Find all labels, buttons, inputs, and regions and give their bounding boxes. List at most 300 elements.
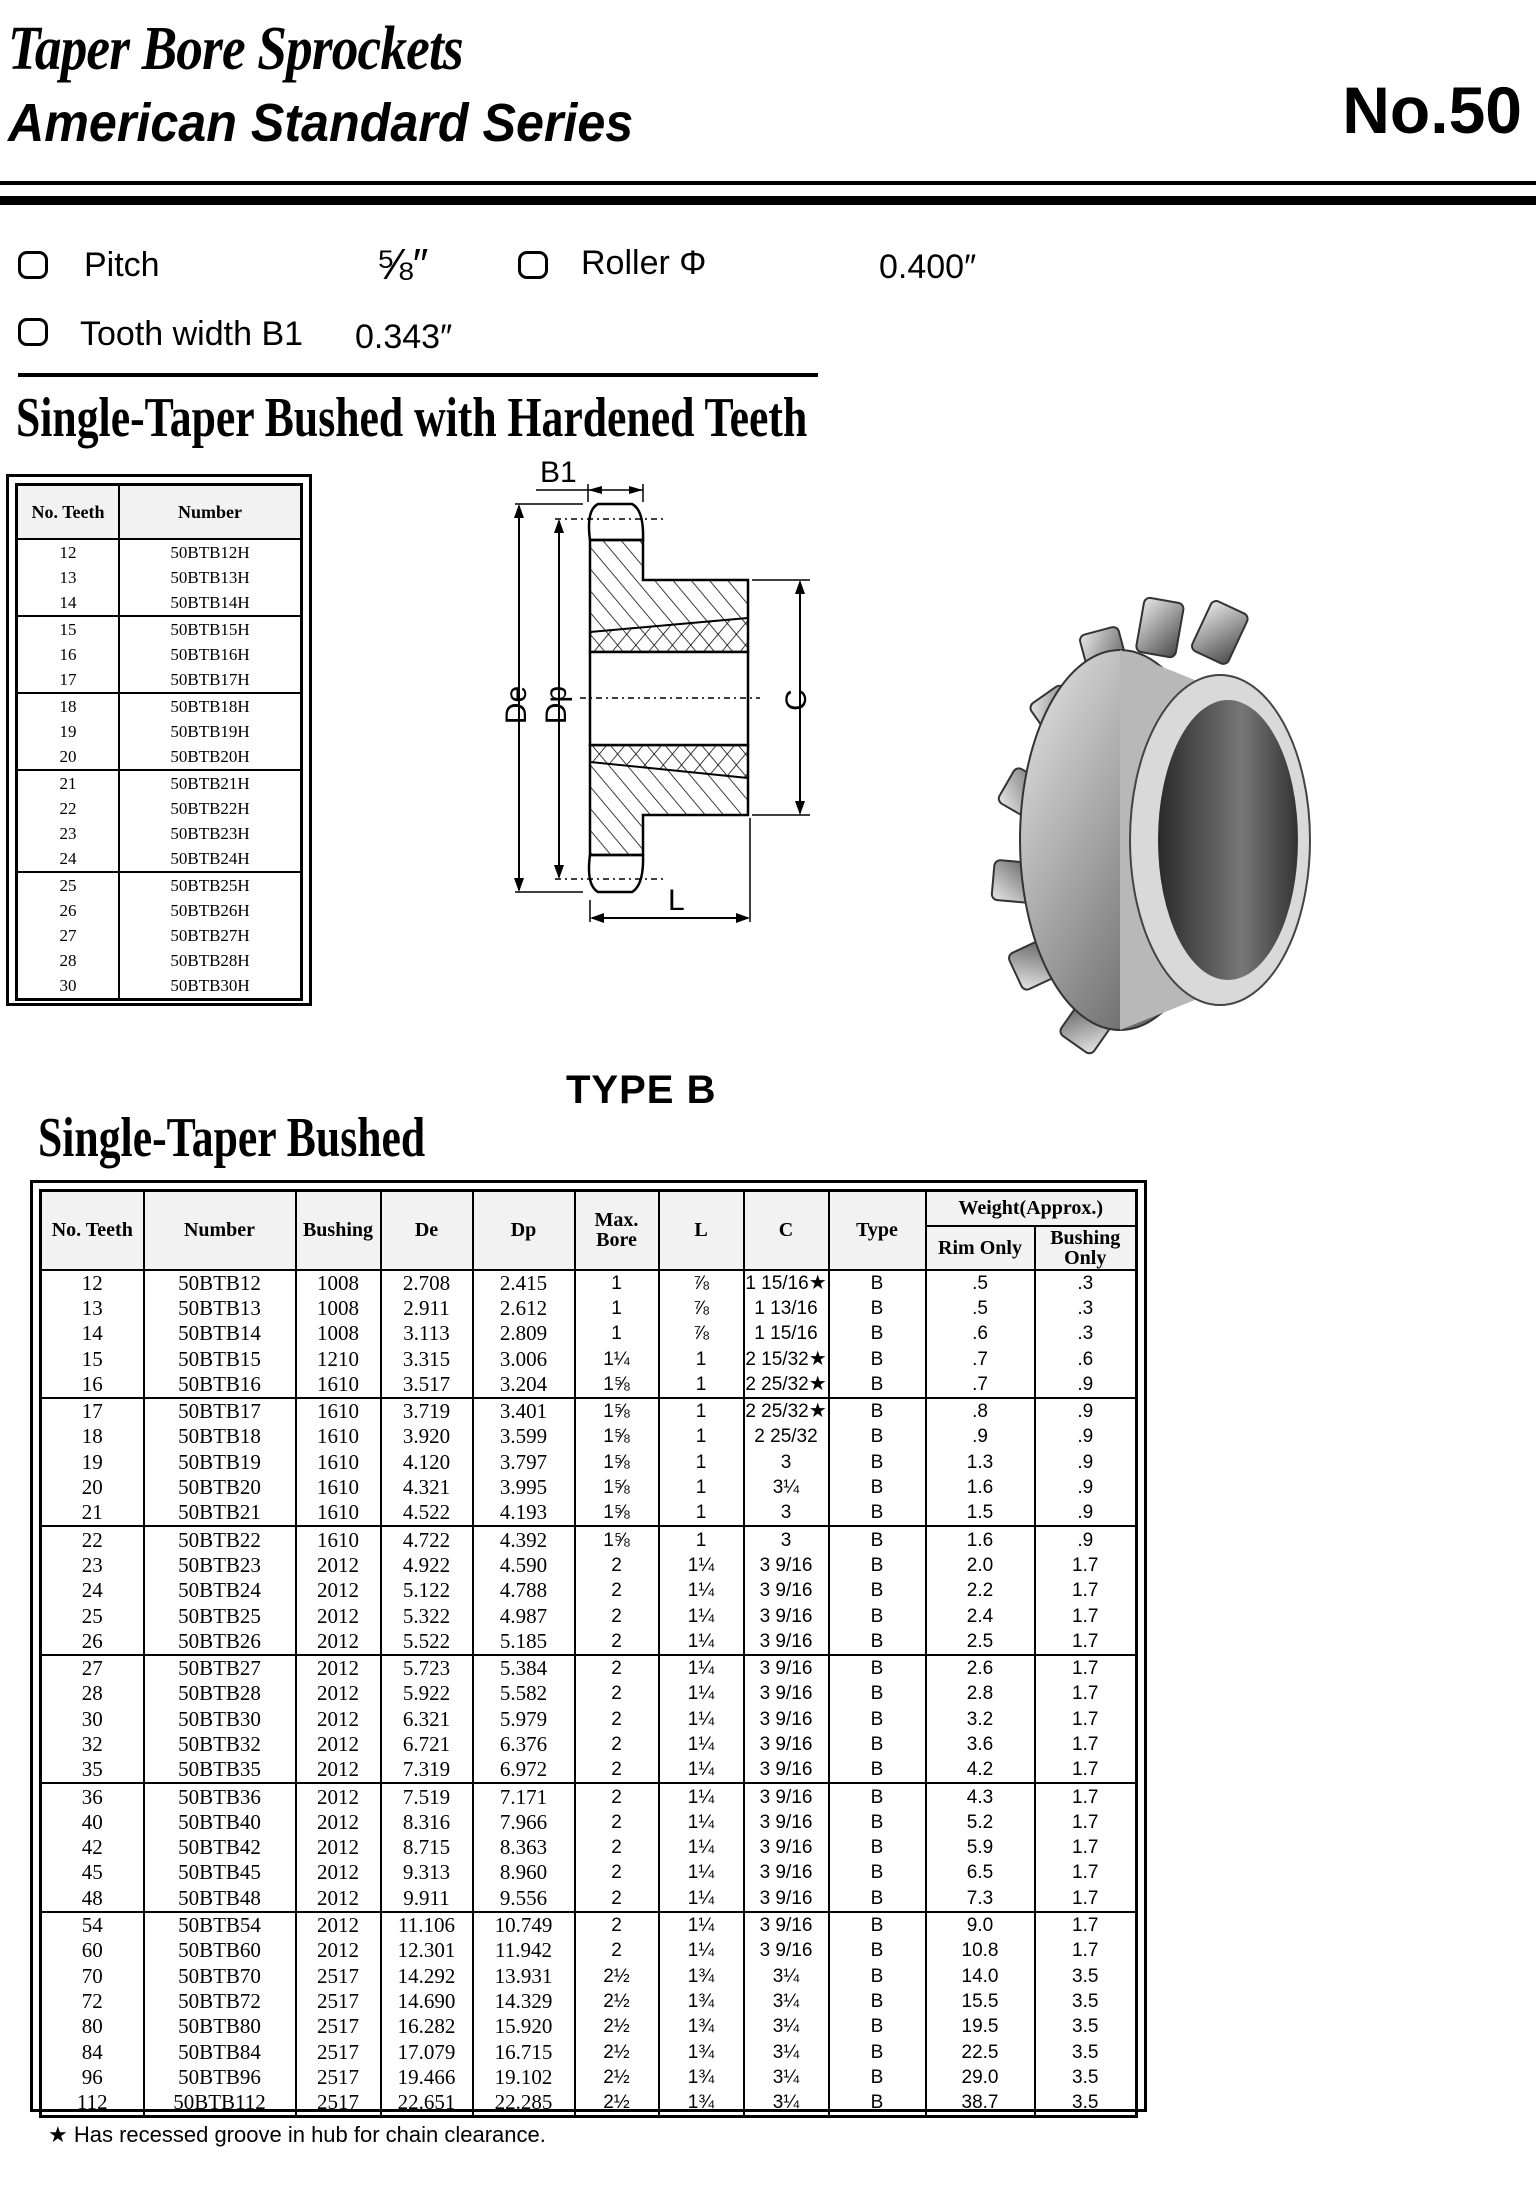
recessed-groove-star-icon: ★ [808,1400,827,1423]
cell-number: 50BTB14H [119,590,301,616]
c-value: 3 9/16 [759,1630,813,1652]
cell-l: 1¼ [659,1553,744,1578]
cell-rim-only: 4.2 [926,1757,1035,1783]
cell-max-bore: 2½ [575,2065,659,2090]
cell-l: 1¼ [659,1707,744,1732]
cell-max-bore: 2 [575,1938,659,1963]
cell-de: 4.922 [381,1553,473,1578]
cell-bushing-only: 1.7 [1035,1578,1137,1603]
cell-rim-only: 29.0 [926,2065,1035,2090]
cell-bushing-only: .9 [1035,1450,1137,1475]
cell-max-bore: 2 [575,1681,659,1706]
cell-c [744,1270,829,1296]
cell-bushing: 2012 [296,1757,381,1783]
cell-number: 50BTB36 [144,1783,296,1809]
cell-l: 1 [659,1424,744,1449]
cell-de: 9.911 [381,1886,473,1912]
cell-number: 50BTB16 [144,1372,296,1398]
cell-rim-only: 10.8 [926,1938,1035,1963]
cell-bushing: 2012 [296,1707,381,1732]
table-row [41,1681,1137,1706]
cell-number: 50BTB20 [144,1475,296,1500]
cell-bushing: 2012 [296,1655,381,1681]
cell-bushing-only: 1.7 [1035,1707,1137,1732]
cell-l: ⅞ [659,1296,744,1321]
cell-number: 50BTB72 [144,1989,296,2014]
cell-bushing-only: .3 [1035,1321,1137,1346]
bullet-icon [518,251,548,279]
cell-type: B [829,1270,926,1296]
cell-bushing: 2012 [296,1553,381,1578]
c-value: 3¼ [772,2041,800,2063]
cell-l: 1¾ [659,1989,744,2014]
cell-c [744,1603,829,1628]
cell-no-teeth: 48 [41,1886,144,1912]
bushed-section-title: Single-Taper Bushed [38,1107,426,1169]
cell-max-bore: 2 [575,1886,659,1912]
cell-bushing-only: 3.5 [1035,2014,1137,2039]
cell-dp: 2.809 [473,1321,575,1346]
cell-dp: 7.966 [473,1810,575,1835]
cell-number: 50BTB25H [119,872,301,898]
cell-type: B [829,1321,926,1346]
cell-bushing-only: .3 [1035,1296,1137,1321]
cell-number: 50BTB35 [144,1757,296,1783]
cell-c [744,2065,829,2090]
cell-rim-only: 14.0 [926,1964,1035,1989]
cell-de: 2.708 [381,1270,473,1296]
footnote-recessed-groove: ★ Has recessed groove in hub for chain clearance. [48,2122,546,2147]
table-row [41,1424,1137,1449]
cell-number: 50BTB13 [144,1296,296,1321]
table-row [17,948,302,973]
cell-bushing-only: 1.7 [1035,1886,1137,1912]
cell-de: 7.319 [381,1757,473,1783]
cell-max-bore: 2 [575,1655,659,1681]
cell-bushing: 2012 [296,1578,381,1603]
cell-rim-only: 2.5 [926,1629,1035,1655]
cell-no-teeth: 23 [17,821,120,846]
cell-de: 3.315 [381,1346,473,1371]
cell-l: 1¼ [659,1629,744,1655]
c-value: 3¼ [772,2066,800,2088]
cell-max-bore: 1 [575,1321,659,1346]
cell-no-teeth: 15 [41,1346,144,1371]
cell-l: 1 [659,1526,744,1552]
cell-c [744,1346,829,1371]
cell-no-teeth: 15 [17,616,120,642]
table-row [41,2090,1137,2117]
cell-dp: 3.204 [473,1372,575,1398]
cell-number: 50BTB13H [119,565,301,590]
table-row [41,1270,1137,1296]
cell-no-teeth: 23 [41,1553,144,1578]
cell-type: B [829,1450,926,1475]
cell-no-teeth: 18 [17,693,120,719]
bushed-table-frame [30,1180,1147,2115]
cell-no-teeth: 24 [17,846,120,872]
cell-l: 1 [659,1398,744,1424]
table-row [41,1296,1137,1321]
cell-de: 17.079 [381,2039,473,2064]
c-value: 3 [780,1502,792,1524]
cell-bushing-only: .9 [1035,1398,1137,1424]
cell-no-teeth: 17 [17,667,120,693]
cell-number: 50BTB112 [144,2090,296,2117]
cell-c [744,1860,829,1885]
cell-max-bore: 2 [575,1707,659,1732]
cell-bushing: 2517 [296,2039,381,2064]
cell-rim-only: .5 [926,1296,1035,1321]
cell-c [744,1810,829,1835]
cell-rim-only: 2.2 [926,1578,1035,1603]
cell-l: 1¾ [659,1964,744,1989]
cell-c [744,1989,829,2014]
cell-number: 50BTB12 [144,1270,296,1296]
cell-dp: 5.384 [473,1655,575,1681]
header-divider-thick [0,196,1536,205]
c-dimension-label: C [780,689,813,711]
cell-dp: 3.797 [473,1450,575,1475]
table-row [41,1732,1137,1757]
cell-max-bore: 2 [575,1810,659,1835]
cell-de: 5.522 [381,1629,473,1655]
c-value: 3¼ [772,2016,800,2038]
cell-bushing-only: 3.5 [1035,2090,1137,2117]
cell-bushing: 2012 [296,1912,381,1938]
cell-bushing: 2012 [296,1603,381,1628]
cell-dp: 5.185 [473,1629,575,1655]
cell-number: 50BTB21H [119,770,301,796]
c-value: 3 9/16 [759,1811,813,1833]
cell-type: B [829,1629,926,1655]
cell-number: 50BTB42 [144,1835,296,1860]
pitch-label: Pitch [84,246,160,284]
cell-rim-only: .5 [926,1270,1035,1296]
cell-max-bore: 2 [575,1783,659,1809]
cell-number: 50BTB70 [144,1964,296,1989]
cell-number: 50BTB24H [119,846,301,872]
cell-l: 1¼ [659,1603,744,1628]
cell-no-teeth: 27 [41,1655,144,1681]
cell-number: 50BTB45 [144,1860,296,1885]
cell-c [744,1372,829,1398]
cell-no-teeth: 18 [41,1424,144,1449]
catalog-title: Taper Bore Sprockets [8,15,463,83]
cell-type: B [829,1500,926,1526]
cell-bushing: 1610 [296,1398,381,1424]
cell-bushing-only: 3.5 [1035,2039,1137,2064]
table-row [17,923,302,948]
cell-l: ⅞ [659,1270,744,1296]
cell-l: 1¼ [659,1578,744,1603]
cell-max-bore: 2½ [575,1989,659,2014]
table-row [17,898,302,923]
cell-c [744,1732,829,1757]
cell-bushing-only: 3.5 [1035,1964,1137,1989]
recessed-groove-star-icon: ★ [808,1372,827,1395]
cell-rim-only: 2.6 [926,1655,1035,1681]
cell-dp: 3.401 [473,1398,575,1424]
c-value: 3 9/16 [759,1786,813,1808]
cell-l: 1¾ [659,2014,744,2039]
cell-no-teeth: 26 [41,1629,144,1655]
cell-l: 1 [659,1372,744,1398]
cell-bushing: 1610 [296,1475,381,1500]
series-number: No.50 [1342,73,1522,147]
cell-de: 3.719 [381,1398,473,1424]
cell-no-teeth: 112 [41,2090,144,2117]
c-value: 1 15/16 [754,1323,818,1345]
cell-bushing: 2517 [296,1964,381,1989]
roller-value: 0.400″ [879,248,977,286]
cell-rim-only: 6.5 [926,1860,1035,1885]
cell-number: 50BTB20H [119,744,301,770]
cell-bushing: 2012 [296,1732,381,1757]
c-value: 3 9/16 [759,1862,813,1884]
cell-number: 50BTB23H [119,821,301,846]
table-row [41,2039,1137,2064]
cell-number: 50BTB22H [119,796,301,821]
cell-bushing-only: 1.7 [1035,1783,1137,1809]
c-value: 3 9/16 [759,1683,813,1705]
c-value: 3 9/16 [759,1708,813,1730]
cell-type: B [829,1578,926,1603]
cell-no-teeth: 45 [41,1860,144,1885]
cell-no-teeth: 84 [41,2039,144,2064]
cell-bushing-only: 1.7 [1035,1732,1137,1757]
cell-max-bore: 2 [575,1732,659,1757]
cell-de: 11.106 [381,1912,473,1938]
table-row [17,539,302,565]
cell-number: 50BTB26 [144,1629,296,1655]
cell-dp: 11.942 [473,1938,575,1963]
table-row [17,821,302,846]
cell-de: 2.911 [381,1296,473,1321]
cell-rim-only: 22.5 [926,2039,1035,2064]
c-value: 3 9/16 [759,1658,813,1680]
cell-number: 50BTB48 [144,1886,296,1912]
c-value: 3 9/16 [759,1605,813,1627]
cell-rim-only: .7 [926,1346,1035,1371]
recessed-groove-star-icon: ★ [808,1347,827,1370]
cell-rim-only: 9.0 [926,1912,1035,1938]
cell-c [744,1757,829,1783]
cell-number: 50BTB22 [144,1526,296,1552]
table-row [41,1810,1137,1835]
cell-bushing: 2517 [296,2014,381,2039]
cell-no-teeth: 70 [41,1964,144,1989]
cell-no-teeth: 21 [41,1500,144,1526]
cell-type: B [829,1346,926,1371]
cell-de: 3.920 [381,1424,473,1449]
cell-de: 16.282 [381,2014,473,2039]
cell-bushing: 2012 [296,1886,381,1912]
cell-max-bore: 1⅝ [575,1526,659,1552]
cell-max-bore: 2 [575,1578,659,1603]
cell-de: 14.690 [381,1989,473,2014]
cell-l: 1 [659,1450,744,1475]
cell-number: 50BTB28 [144,1681,296,1706]
table-row [41,2065,1137,2090]
cell-c [744,1964,829,1989]
cell-bushing: 2517 [296,2065,381,2090]
cell-number: 50BTB21 [144,1500,296,1526]
cell-type: B [829,1475,926,1500]
cell-number: 50BTB27 [144,1655,296,1681]
tooth-width-value: 0.343″ [355,318,453,356]
c-value: 3 9/16 [759,1887,813,1909]
cell-no-teeth: 25 [41,1603,144,1628]
cell-dp: 3.599 [473,1424,575,1449]
cell-l: 1¼ [659,1835,744,1860]
cell-bushing-only: 1.7 [1035,1655,1137,1681]
cell-rim-only: 1.5 [926,1500,1035,1526]
cell-de: 3.113 [381,1321,473,1346]
table-row [17,973,302,1000]
col-weight-group: Weight(Approx.) [926,1191,1137,1226]
cell-bushing-only: 1.7 [1035,1912,1137,1938]
cell-type: B [829,1526,926,1552]
cell-type: B [829,2014,926,2039]
cell-max-bore: 1¼ [575,1346,659,1371]
cell-dp: 10.749 [473,1912,575,1938]
table-row [41,1783,1137,1809]
cell-type: B [829,1886,926,1912]
cell-no-teeth: 19 [17,719,120,744]
cell-type: B [829,1810,926,1835]
table-row [41,1450,1137,1475]
c-value: 3 9/16 [759,1940,813,1962]
cell-type: B [829,1681,926,1706]
cell-no-teeth: 26 [17,898,120,923]
cell-de: 7.519 [381,1783,473,1809]
c-value: 3¼ [772,2092,800,2114]
table-row [41,1835,1137,1860]
cell-type: B [829,1655,926,1681]
table-row [17,744,302,770]
cell-dp: 2.612 [473,1296,575,1321]
table-row [41,1578,1137,1603]
cell-dp: 6.376 [473,1732,575,1757]
table-row [41,1964,1137,1989]
cell-no-teeth: 22 [41,1526,144,1552]
col-l: L [659,1191,744,1270]
cell-no-teeth: 42 [41,1835,144,1860]
cell-bushing: 2012 [296,1938,381,1963]
cell-no-teeth: 25 [17,872,120,898]
cell-bushing: 2012 [296,1783,381,1809]
cell-number: 50BTB18H [119,693,301,719]
col-no-teeth: No. Teeth [41,1191,144,1270]
cell-no-teeth: 17 [41,1398,144,1424]
c-value: 2 25/32 [745,1401,809,1423]
diagram-caption: TYPE B [566,1068,717,1112]
tooth-width-label: Tooth width B1 [80,315,304,353]
cell-l: 1¼ [659,1732,744,1757]
c-value: 1 13/16 [754,1297,818,1319]
cell-de: 5.922 [381,1681,473,1706]
cell-de: 6.721 [381,1732,473,1757]
cell-c [744,1296,829,1321]
cell-de: 9.313 [381,1860,473,1885]
cell-c [744,1500,829,1526]
cell-type: B [829,1603,926,1628]
cell-bushing-only: .3 [1035,1270,1137,1296]
cell-de: 5.322 [381,1603,473,1628]
cell-de: 6.321 [381,1707,473,1732]
cell-type: B [829,1860,926,1885]
cell-type: B [829,1398,926,1424]
c-value: 2 15/32 [745,1348,809,1370]
col-max-bore: Max. Bore [575,1191,659,1270]
cell-c [744,1475,829,1500]
cell-max-bore: 2½ [575,1964,659,1989]
cell-bushing-only: 1.7 [1035,1629,1137,1655]
bushed-sprocket-table [39,1189,1138,2118]
cell-rim-only: 2.4 [926,1603,1035,1628]
cell-bushing: 1610 [296,1424,381,1449]
cell-c [744,1398,829,1424]
cell-dp: 3.006 [473,1346,575,1371]
cell-max-bore: 2 [575,1603,659,1628]
table-row [17,770,302,796]
cell-bushing-only: .9 [1035,1372,1137,1398]
c-value: 3¼ [772,1990,800,2012]
cell-number: 50BTB24 [144,1578,296,1603]
cell-dp: 2.415 [473,1270,575,1296]
table-row [41,1938,1137,1963]
cell-number: 50BTB18 [144,1424,296,1449]
cell-type: B [829,1424,926,1449]
c-value: 1 15/16 [745,1272,809,1294]
cell-bushing-only: 3.5 [1035,1989,1137,2014]
cell-dp: 5.979 [473,1707,575,1732]
cell-number: 50BTB40 [144,1810,296,1835]
cell-no-teeth: 13 [17,565,120,590]
cell-bushing-only: 1.7 [1035,1860,1137,1885]
cell-number: 50BTB54 [144,1912,296,1938]
cell-type: B [829,1707,926,1732]
table-row [17,642,302,667]
cell-type: B [829,1296,926,1321]
cell-bushing: 1610 [296,1372,381,1398]
cell-no-teeth: 13 [41,1296,144,1321]
cell-c [744,1783,829,1809]
cell-dp: 19.102 [473,2065,575,2090]
cell-bushing-only: .9 [1035,1475,1137,1500]
de-dimension-label: De [500,685,533,725]
cell-max-bore: 2½ [575,2090,659,2117]
cell-c [744,2014,829,2039]
table-row [17,667,302,693]
cell-l: 1¼ [659,1912,744,1938]
cell-l: 1¼ [659,1655,744,1681]
cell-dp: 3.995 [473,1475,575,1500]
table-row [17,719,302,744]
table-row [41,1398,1137,1424]
cell-bushing: 1210 [296,1346,381,1371]
c-value: 2 25/32 [745,1373,809,1395]
cell-c [744,1424,829,1449]
col-dp: Dp [473,1191,575,1270]
cell-bushing: 1008 [296,1321,381,1346]
cell-rim-only: 5.2 [926,1810,1035,1835]
c-value: 3 [780,1529,792,1551]
cell-no-teeth: 60 [41,1938,144,1963]
cell-number: 50BTB80 [144,2014,296,2039]
cell-dp: 4.788 [473,1578,575,1603]
